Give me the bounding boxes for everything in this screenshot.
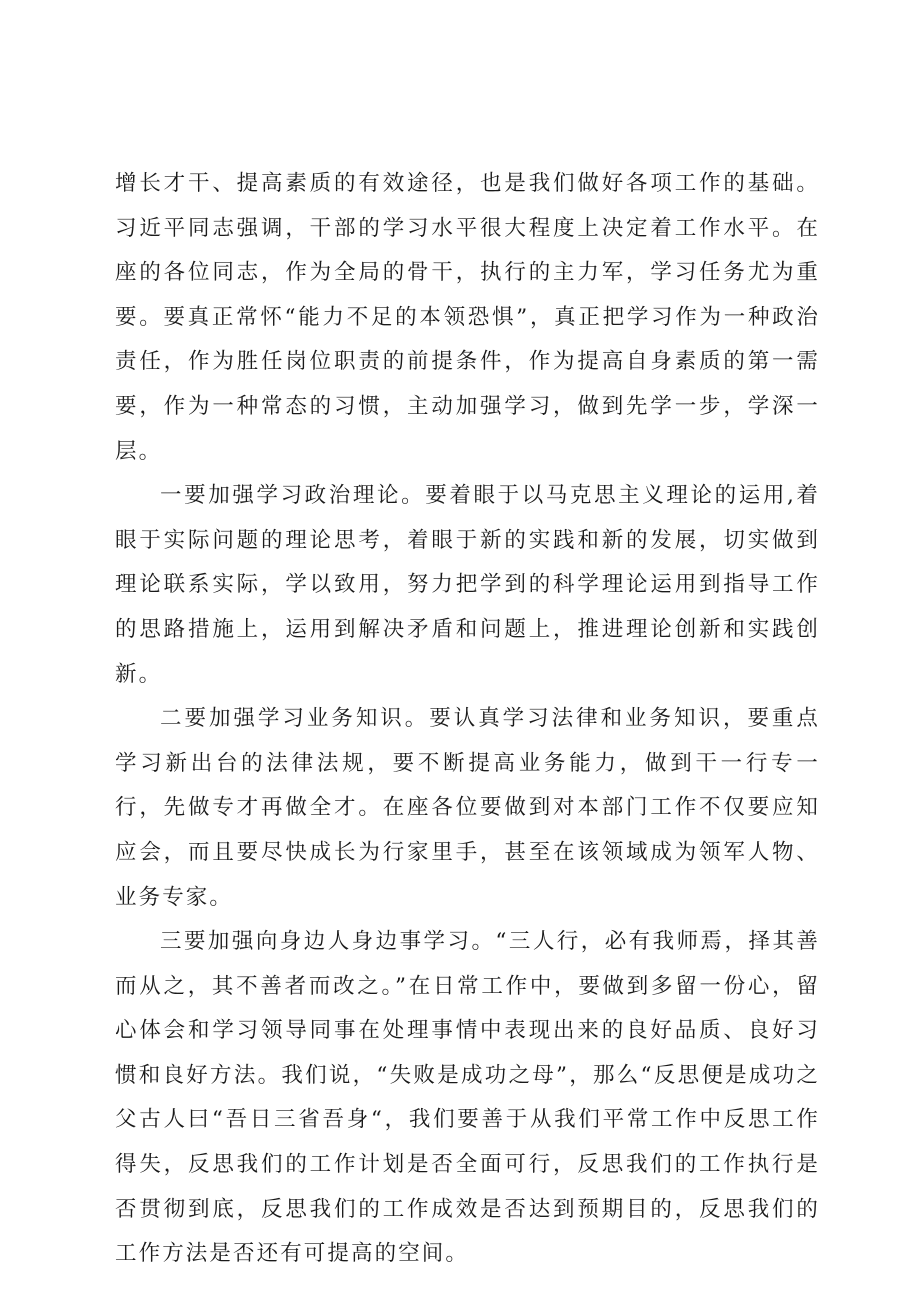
paragraph-business-knowledge: 二要加强学习业务知识。要认真学习法律和业务知识，要重点学习新出台的法律法规，要不断提高业务能力，做到干一行专一行，先做专才再做全才。在座各位要做到对本部门工作不仅要应知应会，而且要尽快成长为行家里手，甚至在该领域成为领军人物、业务专家。 [115, 706, 820, 910]
paragraph-political-theory: 一要加强学习政治理论。要着眼于以马克思主义理论的运用,着眼于实际问题的理论思考，着眼于新的实践和新的发展，切实做到理论联系实际，学以致用，努力把学到的科学理论运用到指导工作的思路措施上，运用到解决矛盾和问题上，推进理论创新和实践创新。 [115, 483, 820, 687]
paragraph-intro: 增长才干、提高素质的有效途径，也是我们做好各项工作的基础。习近平同志强调，干部的学习水平很大程度上决定着工作水平。在座的各位同志，作为全局的骨干，执行的主力军，学习任务尤为重要。要真正常怀“能力不足的本领恐惧”，真正把学习作为一种政治责任，作为胜任岗位职责的前提条件，作为提高自身素质的第一需要，作为一种常态的习惯，主动加强学习，做到先学一步，学深一层。 [115, 171, 820, 464]
paragraph-learn-from-others: 三要加强向身边人身边事学习。“三人行，必有我师焉，择其善而从之，其不善者而改之。”在日常工作中，要做到多留一份心，留心体会和学习领导同事在处理事情中表现出来的良好品质、良好习惯和良好方法。我们说，“失败是成功之母”，那么“反思便是成功之父古人曰“吾日三省吾身“，我们要善于从我们平常工作中反思工作得失，反思我们的工作计划是否全面可行，反思我们的工作执行是否贯彻到底，反思我们的工作成效是否达到预期目的，反思我们的工作方法是否还有可提高的空间。 [115, 929, 820, 1267]
document-body [115, 162, 820, 1277]
